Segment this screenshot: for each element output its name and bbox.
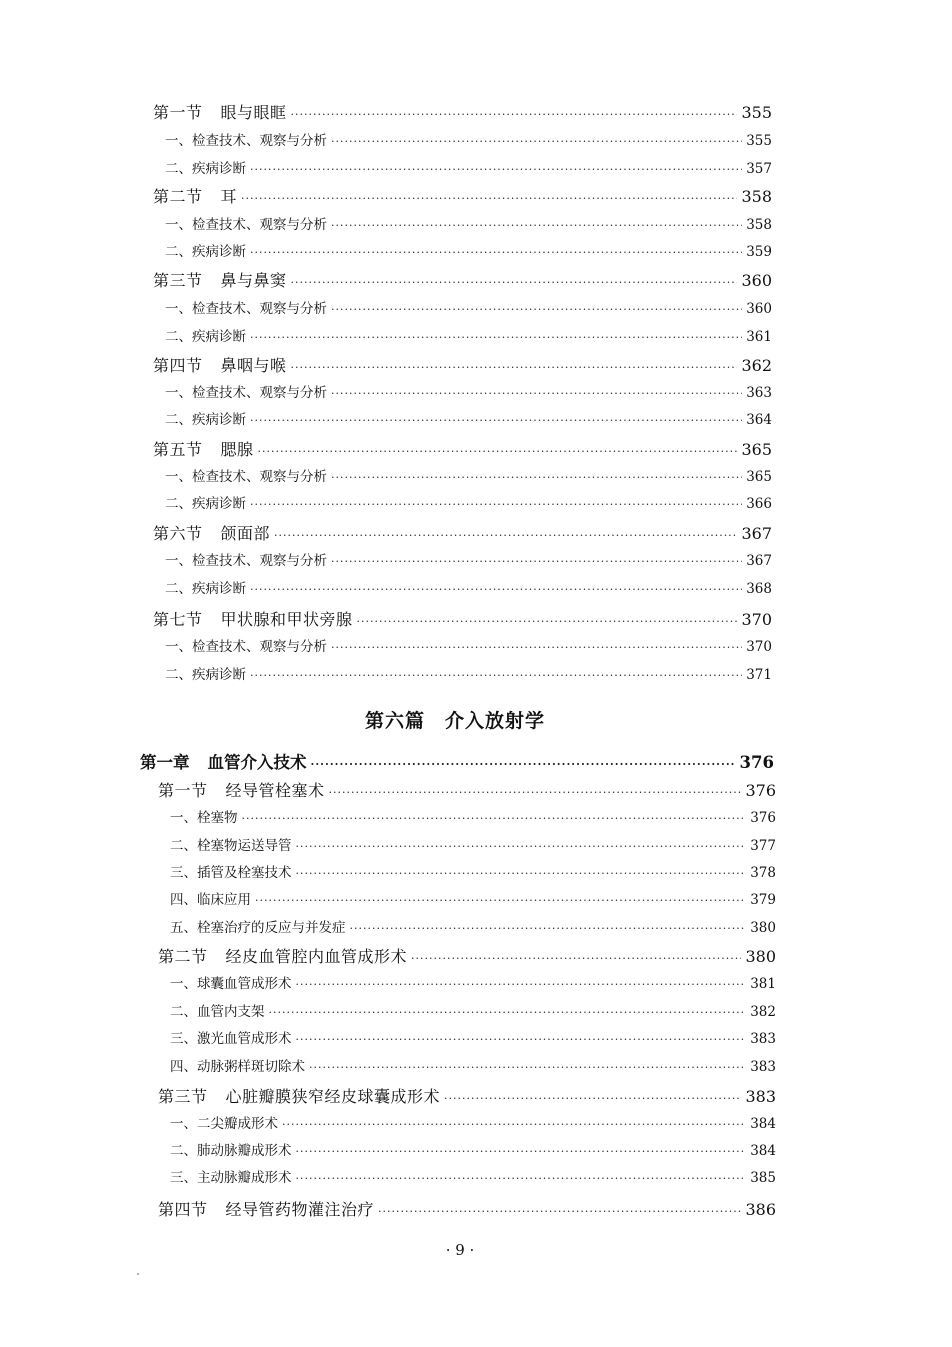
toc-entry-label: 一、检查技术、观察与分析 xyxy=(165,385,327,401)
toc-page-number: 378 xyxy=(750,865,776,881)
leader-dots xyxy=(309,1061,746,1074)
toc-entry-heading: 经皮血管腔内血管成形术 xyxy=(225,947,408,966)
toc-subentry xyxy=(165,663,772,683)
toc-page-number: 376 xyxy=(750,810,776,826)
toc-entry-title xyxy=(153,607,353,630)
toc-page-number: 370 xyxy=(746,639,772,655)
toc-section xyxy=(158,778,776,801)
toc-entry-title xyxy=(165,663,246,683)
toc-page-number: 359 xyxy=(746,244,772,260)
toc-subentry xyxy=(170,1055,776,1075)
toc-entry-title xyxy=(153,268,287,291)
toc-entry-title xyxy=(170,861,292,881)
part-title: 第六篇 介入放射学 xyxy=(364,710,545,732)
toc-entry-heading: 血管介入技术 xyxy=(207,753,307,772)
toc-section xyxy=(158,1084,776,1107)
toc-entry-title xyxy=(153,100,287,123)
leader-dots xyxy=(296,1172,747,1185)
toc-subentry xyxy=(170,1027,776,1047)
toc-subentry xyxy=(165,325,772,345)
toc-page-number: 384 xyxy=(750,1143,776,1159)
toc-entry-title xyxy=(170,834,292,854)
toc-entry-label: 第四节 xyxy=(153,356,203,375)
toc-entry-heading: 心脏瓣膜狭窄经皮球囊成形术 xyxy=(225,1087,441,1106)
toc-subentry xyxy=(165,297,772,317)
toc-section xyxy=(153,437,772,460)
toc-subentry xyxy=(165,213,772,233)
leader-dots xyxy=(255,894,746,907)
leader-dots xyxy=(250,414,742,427)
toc-page-number: 355 xyxy=(746,133,772,149)
toc-entry-label: 第四节 xyxy=(158,1200,208,1219)
toc-section xyxy=(153,607,772,630)
toc-entry-title xyxy=(158,1084,440,1107)
toc-entry-label: 第一章 xyxy=(140,753,190,772)
leader-dots xyxy=(282,1118,746,1131)
toc-entry-heading: 经导管药物灌注治疗 xyxy=(225,1200,375,1219)
toc-subentry xyxy=(165,129,772,149)
toc-page-number: 367 xyxy=(741,524,772,543)
toc-page-number: 363 xyxy=(746,385,772,401)
toc-subentry xyxy=(170,1166,776,1186)
toc-entry-title xyxy=(165,408,246,428)
toc-entry-label: 二、疾病诊断 xyxy=(165,667,246,683)
toc-entry-label: 一、检查技术、观察与分析 xyxy=(165,553,327,569)
toc-entry-title xyxy=(170,806,238,826)
toc-entry-label: 三、主动脉瓣成形术 xyxy=(170,1170,292,1186)
toc-section xyxy=(153,184,772,207)
toc-entry-label: 二、疾病诊断 xyxy=(165,581,246,597)
toc-page-number: 377 xyxy=(750,838,776,854)
toc-entry-title xyxy=(153,521,270,544)
toc-entry-title xyxy=(170,916,346,936)
leader-dots xyxy=(331,641,742,654)
toc-entry-label: 三、插管及栓塞技术 xyxy=(170,865,292,881)
leader-dots xyxy=(296,840,747,853)
leader-dots xyxy=(444,1092,741,1105)
toc-entry-label: 四、临床应用 xyxy=(170,892,251,908)
toc-subentry xyxy=(170,916,776,936)
toc-page-number: 365 xyxy=(741,440,772,459)
toc-entry-label: 二、疾病诊断 xyxy=(165,412,246,428)
toc-page-number: 362 xyxy=(741,356,772,375)
toc-subentry xyxy=(165,549,772,569)
toc-entry-title xyxy=(170,888,251,908)
leader-dots xyxy=(296,978,747,991)
toc-entry-title xyxy=(165,297,327,317)
toc-page-number: 376 xyxy=(739,753,774,772)
toc-entry-label: 二、疾病诊断 xyxy=(165,329,246,345)
toc-page-number: 384 xyxy=(750,1116,776,1132)
toc-section xyxy=(153,353,772,376)
leader-dots xyxy=(357,615,738,628)
toc-entry-label: 第二节 xyxy=(158,947,208,966)
toc-page-number: 366 xyxy=(746,496,772,512)
leader-dots xyxy=(274,529,737,542)
leader-dots xyxy=(291,276,738,289)
leader-dots xyxy=(296,867,747,880)
leader-dots xyxy=(291,108,738,121)
toc-entry-heading: 鼻与鼻窦 xyxy=(220,271,287,290)
leader-dots xyxy=(241,192,737,205)
toc-entry-label: 二、疾病诊断 xyxy=(165,161,246,177)
leader-dots xyxy=(250,498,742,511)
leader-dots xyxy=(250,669,742,682)
leader-dots xyxy=(269,1006,747,1019)
toc-subentry xyxy=(165,157,772,177)
leader-dots xyxy=(296,1033,747,1046)
toc-entry-label: 一、检查技术、观察与分析 xyxy=(165,217,327,233)
toc-subentry xyxy=(170,1139,776,1159)
toc-entry-label: 第六节 xyxy=(153,524,203,543)
toc-page-number: 382 xyxy=(750,1004,776,1020)
toc-entry-label: 二、栓塞物运送导管 xyxy=(170,838,292,854)
toc-page-number: 383 xyxy=(745,1087,776,1106)
leader-dots xyxy=(291,361,738,374)
toc-page-number: 371 xyxy=(746,667,772,683)
toc-entry-label: 一、检查技术、观察与分析 xyxy=(165,639,327,655)
toc-page-number: 370 xyxy=(741,610,772,629)
leader-dots xyxy=(250,163,742,176)
leader-dots xyxy=(331,471,742,484)
leader-dots xyxy=(296,1145,747,1158)
toc-entry-label: 第二节 xyxy=(153,187,203,206)
toc-entry-title xyxy=(165,213,327,233)
toc-page-number: 383 xyxy=(750,1059,776,1075)
leader-dots xyxy=(250,331,742,344)
toc-entry-label: 二、疾病诊断 xyxy=(165,244,246,260)
toc-page-number: 357 xyxy=(746,161,772,177)
leader-dots xyxy=(378,1205,741,1218)
leader-dots xyxy=(250,583,742,596)
toc-entry-title xyxy=(170,1139,292,1159)
toc-page-number: 358 xyxy=(746,217,772,233)
toc-entry-label: 一、二尖瓣成形术 xyxy=(170,1116,278,1132)
toc-entry-title xyxy=(165,157,246,177)
toc-page-number: 385 xyxy=(750,1170,776,1186)
leader-dots xyxy=(331,219,742,232)
scan-speck xyxy=(137,1273,139,1275)
toc-section xyxy=(153,268,772,291)
toc-entry-title xyxy=(158,778,325,801)
toc-entry-heading: 经导管栓塞术 xyxy=(225,781,325,800)
toc-entry-title xyxy=(165,381,327,401)
toc-subentry xyxy=(165,577,772,597)
toc-entry-title xyxy=(165,465,327,485)
toc-section xyxy=(153,521,772,544)
toc-entry-title xyxy=(158,1197,374,1220)
toc-page-number: 367 xyxy=(746,553,772,569)
toc-page-number: 358 xyxy=(741,187,772,206)
toc-entry-heading: 耳 xyxy=(220,187,238,206)
toc-entry-title xyxy=(165,492,246,512)
toc-entry-label: 第三节 xyxy=(153,271,203,290)
toc-page-number: 380 xyxy=(745,947,776,966)
toc-page-number: 365 xyxy=(746,469,772,485)
toc-entry-title xyxy=(165,635,327,655)
toc-subentry xyxy=(170,861,776,881)
toc-entry-label: 第一节 xyxy=(158,781,208,800)
toc-entry-label: 二、疾病诊断 xyxy=(165,496,246,512)
toc-entry-label: 第五节 xyxy=(153,440,203,459)
toc-entry-title xyxy=(165,549,327,569)
toc-chapter xyxy=(140,749,774,773)
toc-page-number: 368 xyxy=(746,581,772,597)
toc-page-number: 364 xyxy=(746,412,772,428)
toc-entry-title xyxy=(170,1166,292,1186)
toc-page-number: 361 xyxy=(746,329,772,345)
toc-entry-label: 一、球囊血管成形术 xyxy=(170,976,292,992)
toc-subentry xyxy=(165,240,772,260)
toc-entry-title xyxy=(170,1055,305,1075)
toc-entry-title xyxy=(165,577,246,597)
toc-entry-label: 一、检查技术、观察与分析 xyxy=(165,133,327,149)
toc-entry-heading: 眼与眼眶 xyxy=(220,103,287,122)
toc-subentry xyxy=(170,972,776,992)
toc-entry-heading: 腮腺 xyxy=(220,440,254,459)
toc-subentry xyxy=(170,834,776,854)
leader-dots xyxy=(329,786,742,799)
toc-page-number: 380 xyxy=(750,920,776,936)
toc-entry-label: 五、栓塞治疗的反应与并发症 xyxy=(170,920,346,936)
toc-page-number: 383 xyxy=(750,1031,776,1047)
leader-dots xyxy=(331,303,742,316)
leader-dots xyxy=(242,812,747,825)
toc-entry-title xyxy=(170,972,292,992)
toc-entry-heading: 颌面部 xyxy=(220,524,271,543)
toc-entry-title xyxy=(170,1000,265,1020)
leader-dots xyxy=(311,758,736,771)
toc-entry-label: 二、肺动脉瓣成形术 xyxy=(170,1143,292,1159)
toc-entry-label: 二、血管内支架 xyxy=(170,1004,265,1020)
toc-subentry xyxy=(165,381,772,401)
toc-entry-label: 第三节 xyxy=(158,1087,208,1106)
toc-entry-label: 一、检查技术、观察与分析 xyxy=(165,469,327,485)
toc-entry-label: 四、动脉粥样斑切除术 xyxy=(170,1059,305,1075)
toc-subentry xyxy=(165,635,772,655)
toc-subentry xyxy=(165,408,772,428)
toc-entry-title xyxy=(165,129,327,149)
toc-entry-label: 第七节 xyxy=(153,610,203,629)
toc-entry-title xyxy=(170,1027,292,1047)
toc-page-number: 355 xyxy=(741,103,772,122)
toc-entry-label: 一、栓塞物 xyxy=(170,810,238,826)
toc-entry-title xyxy=(165,240,246,260)
toc-entry-label: 一、检查技术、观察与分析 xyxy=(165,301,327,317)
toc-section xyxy=(158,944,776,967)
toc-entry-title xyxy=(153,353,287,376)
toc-subentry xyxy=(170,1112,776,1132)
toc-page-number: 360 xyxy=(741,271,772,290)
toc-entry-title xyxy=(153,184,237,207)
page-number: · 9 · xyxy=(445,1241,475,1259)
leader-dots xyxy=(411,952,741,965)
toc-entry-title xyxy=(158,944,407,967)
toc-subentry xyxy=(170,806,776,826)
toc-entry-title xyxy=(140,749,307,773)
toc-subentry xyxy=(165,465,772,485)
toc-entry-heading: 甲状腺和甲状旁腺 xyxy=(220,610,353,629)
toc-section xyxy=(153,100,772,123)
toc-entry-label: 三、激光血管成形术 xyxy=(170,1031,292,1047)
toc-entry-title xyxy=(170,1112,278,1132)
toc-entry-label: 第一节 xyxy=(153,103,203,122)
toc-entry-heading: 鼻咽与喉 xyxy=(220,356,287,375)
leader-dots xyxy=(350,922,747,935)
leader-dots xyxy=(331,135,742,148)
leader-dots xyxy=(331,555,742,568)
toc-page-number: 386 xyxy=(745,1200,776,1219)
toc-subentry xyxy=(170,888,776,908)
toc-entry-title xyxy=(153,437,254,460)
toc-page-number: 360 xyxy=(746,301,772,317)
toc-page-number: 381 xyxy=(750,976,776,992)
leader-dots xyxy=(250,246,742,259)
toc-page-number: 376 xyxy=(745,781,776,800)
toc-entry-title xyxy=(165,325,246,345)
toc-section xyxy=(158,1197,776,1220)
toc-subentry xyxy=(170,1000,776,1020)
toc-page-number: 379 xyxy=(750,892,776,908)
leader-dots xyxy=(258,445,738,458)
toc-subentry xyxy=(165,492,772,512)
leader-dots xyxy=(331,387,742,400)
